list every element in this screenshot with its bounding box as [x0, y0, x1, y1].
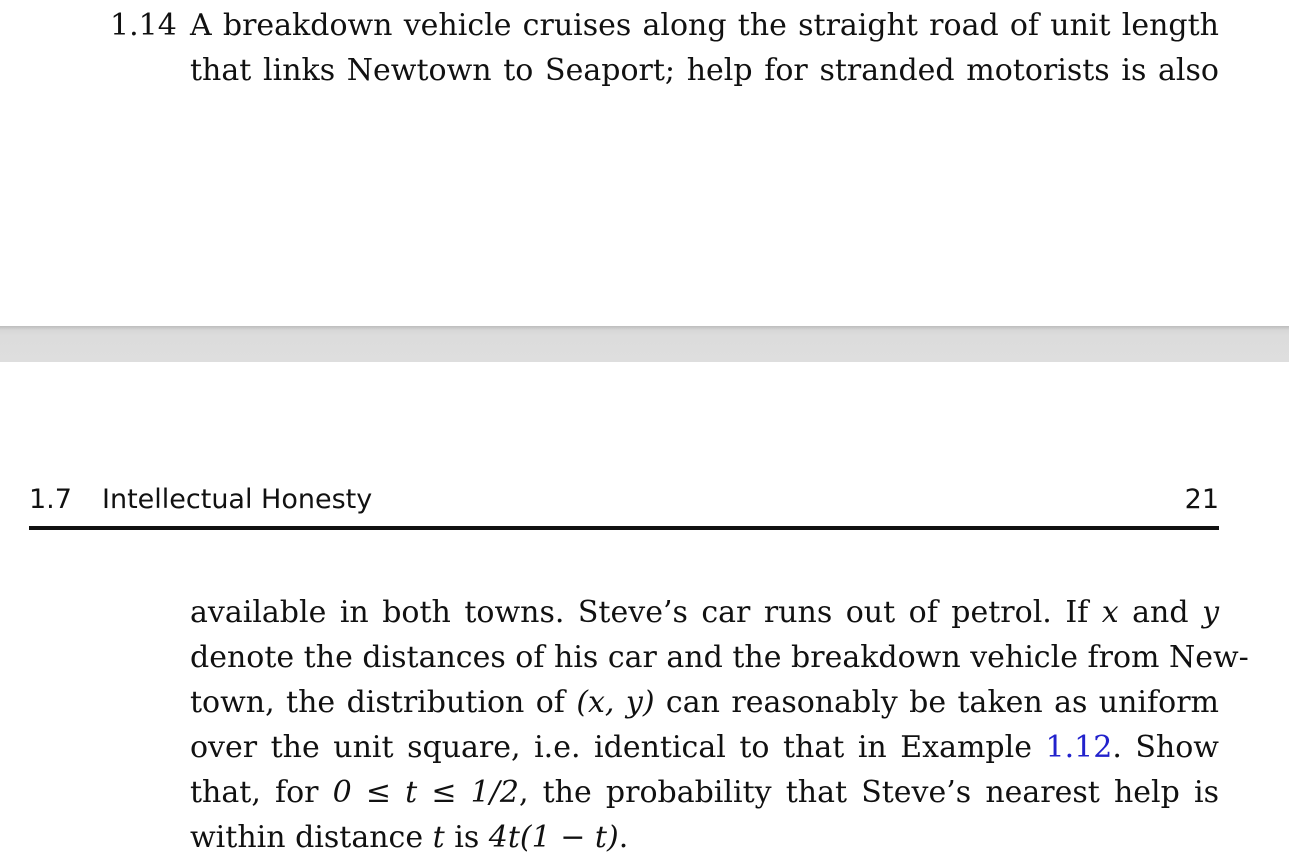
bottom-page	[0, 362, 1289, 867]
running-head	[29, 482, 1219, 530]
text-span: . Show	[1112, 730, 1219, 765]
text-line	[190, 770, 1219, 815]
text-span: that, for	[190, 775, 333, 810]
math-xy: (x, y)	[576, 685, 655, 720]
text-line	[190, 590, 1219, 635]
math-t: t	[432, 820, 445, 855]
math-range: 0 ≤ t ≤ 1/2	[332, 775, 519, 810]
text-span: is	[444, 820, 489, 855]
exercise-text-bottom	[190, 590, 1249, 860]
text-span: .	[618, 820, 629, 855]
math-x: x	[1101, 595, 1119, 630]
example-reference-link[interactable]: 1.12	[1045, 730, 1113, 765]
top-page	[0, 0, 1289, 326]
text-span: over the unit square, i.e. identical to that in Example	[190, 730, 1046, 765]
text-line	[190, 725, 1219, 770]
text-line: that links Newtown to Seaport; help for stranded motorists is also	[190, 53, 1219, 88]
page-number: 21	[1184, 484, 1219, 515]
text-span: available in both towns. Steve’s car runs out of petrol. If	[190, 595, 1102, 630]
text-line: denote the distances of his car and the breakdown vehicle from New-	[190, 640, 1249, 675]
exercise-number: 1.14	[110, 8, 177, 43]
text-span: within distance	[190, 820, 433, 855]
section-title: Intellectual Honesty	[102, 484, 373, 515]
math-probability: 4t(1 − t)	[488, 820, 619, 855]
section-number: 1.7	[29, 484, 72, 515]
text-span: can reasonably be taken as uniform	[654, 685, 1219, 720]
exercise-text-top	[190, 3, 1219, 93]
text-span: and	[1118, 595, 1203, 630]
math-y: y	[1202, 595, 1220, 630]
text-line: A breakdown vehicle cruises along the straight road of unit length	[190, 8, 1219, 43]
page-separator	[0, 326, 1289, 363]
text-line	[190, 815, 1219, 860]
text-line	[190, 680, 1219, 725]
text-span: town, the distribution of	[190, 685, 577, 720]
text-span: , the probability that Steve’s nearest help is	[518, 775, 1219, 810]
